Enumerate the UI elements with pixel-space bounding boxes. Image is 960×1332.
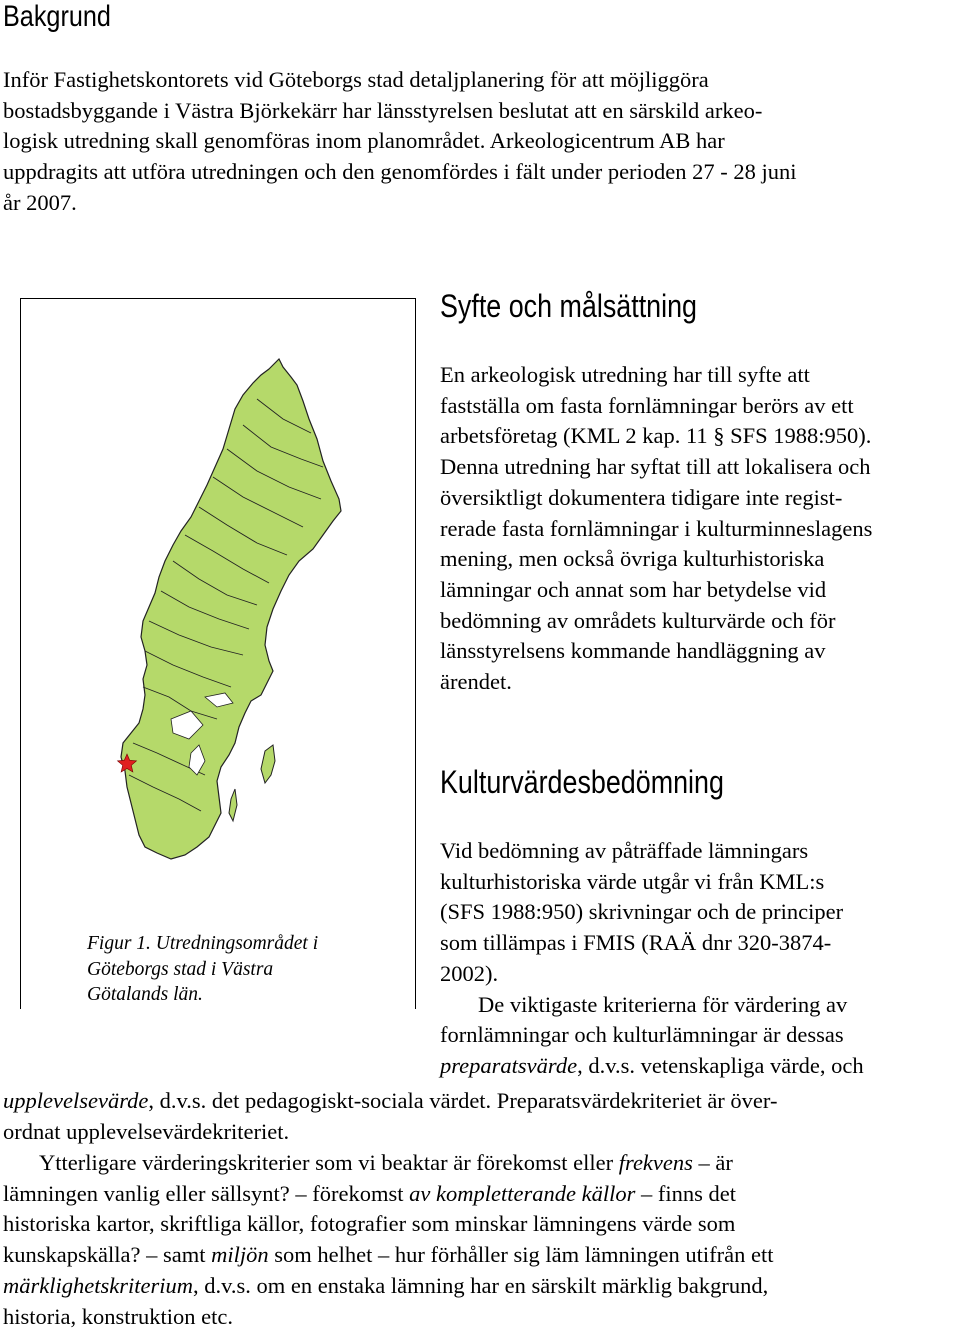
- heading-kulturvardesbedomning: Kulturvärdesbedömning: [440, 764, 724, 800]
- caption-line: Götalands län.: [87, 984, 203, 1005]
- caption-line: Figur 1. Utredningsområdet i: [87, 933, 319, 954]
- text-run: – finns det: [635, 1180, 736, 1206]
- text-line: bedömning av områdets kulturvärde och för: [440, 607, 836, 633]
- text-line: arbetsföretag (KML 2 kap. 11 § SFS 1988:950).: [440, 423, 872, 449]
- text-line: översiktligt dokumentera tidigare inte regist-: [440, 484, 843, 510]
- sweden-map: [21, 299, 415, 919]
- text-line: [3, 1148, 773, 1179]
- text-line: Vid bedömning av påträffade lämningars: [440, 838, 809, 863]
- text-run: som helhet – hur förhåller sig läm lämningen utifrån ett: [268, 1242, 774, 1268]
- text-line: (SFS 1988:950) skrivningar och de principer: [440, 899, 844, 925]
- oland-island: [229, 789, 237, 821]
- text-line: Denna utredning har syftat till att lokalisera och: [440, 454, 871, 480]
- text-line: fornlämningar och kulturlämningar är dessas: [440, 1022, 844, 1048]
- text-line: kulturhistoriska värde utgår vi från KML:s: [440, 868, 825, 894]
- text-line: rerade fasta fornlämningar i kulturminneslagens: [440, 515, 873, 541]
- syfte-paragraph: [440, 360, 872, 698]
- text-line: länsstyrelsens kommande handläggning av: [440, 638, 826, 664]
- text-line: En arkeologisk utredning har till syfte att: [440, 362, 810, 387]
- text-line: uppdragits att utföra utredningen och den genomfördes i fält under perioden 27 - 28 juni: [3, 159, 797, 185]
- kriterier-paragraph: [3, 1086, 777, 1147]
- ytterligare-paragraph: [3, 1148, 773, 1332]
- text-run: kunskapskälla? – samt: [3, 1242, 212, 1268]
- text-line: bostadsbyggande i Västra Björkekärr har länsstyrelsen beslutat att en särskild arkeo-: [3, 97, 763, 123]
- figure-caption: [87, 931, 318, 1008]
- text-run: – är: [692, 1150, 733, 1175]
- kulturvarde-paragraph: [440, 836, 864, 1082]
- text-line: fastställa om fasta fornlämningar berörs av ett: [440, 392, 854, 418]
- italic-term: av kompletterande källor: [409, 1180, 636, 1206]
- text-run: Ytterligare värderingskriterier som vi beaktar är förekomst eller: [39, 1150, 619, 1175]
- text-line: som tillämpas i FMIS (RAÄ dnr 320-3874-: [440, 930, 832, 956]
- text-line: [3, 1086, 777, 1117]
- text-line: [3, 1179, 773, 1210]
- italic-term: upplevelsevärde: [3, 1088, 149, 1113]
- text-line: år 2007.: [3, 189, 77, 215]
- text-line: ärendet.: [440, 669, 512, 695]
- text-line: [440, 1051, 864, 1082]
- text-run: , d.v.s. om en enstaka lämning har en särskilt märklig bakgrund,: [192, 1272, 769, 1298]
- text-line: mening, men också övriga kulturhistoriska: [440, 546, 825, 572]
- sweden-land: [121, 359, 341, 859]
- text-run: lämningen vanlig eller sällsynt? – förekomst: [3, 1180, 410, 1206]
- italic-term: miljön: [211, 1242, 269, 1268]
- text-run: , d.v.s. vetenskapliga värde, och: [577, 1052, 864, 1078]
- text-line: De viktigaste kriterierna för värdering av: [478, 991, 848, 1017]
- intro-paragraph: [3, 65, 797, 219]
- figure-map-of-sweden: [20, 298, 416, 1009]
- text-run: , d.v.s. det pedagogiskt-sociala värdet. Preparatsvärdekriteriet är över-: [148, 1088, 778, 1113]
- text-line: [3, 1271, 773, 1302]
- text-line: ordnat upplevelsevärdekriteriet.: [3, 1118, 290, 1144]
- text-line: [3, 1240, 773, 1271]
- text-line: 2002).: [440, 960, 499, 986]
- text-line: logisk utredning skall genomföras inom planområdet. Arkeologicentrum AB har: [3, 128, 725, 154]
- text-line: historiska kartor, skriftliga källor, fotografier som minskar lämningens värde som: [3, 1211, 736, 1237]
- heading-bakgrund: Bakgrund: [3, 0, 111, 33]
- italic-term: frekvens: [618, 1150, 693, 1175]
- italic-term: preparatsvärde: [440, 1052, 578, 1078]
- heading-syfte: Syfte och målsättning: [440, 288, 697, 324]
- text-line: Inför Fastighetskontorets vid Göteborgs stad detaljplanering för att möjliggöra: [3, 67, 709, 92]
- gotland-island: [261, 745, 275, 783]
- text-line: lämningar och annat som har betydelse vid: [440, 576, 827, 602]
- caption-line: Göteborgs stad i Västra: [87, 958, 274, 980]
- text-line: historia, konstruktion etc.: [3, 1303, 233, 1329]
- italic-term: märklighetskriterium: [3, 1272, 193, 1298]
